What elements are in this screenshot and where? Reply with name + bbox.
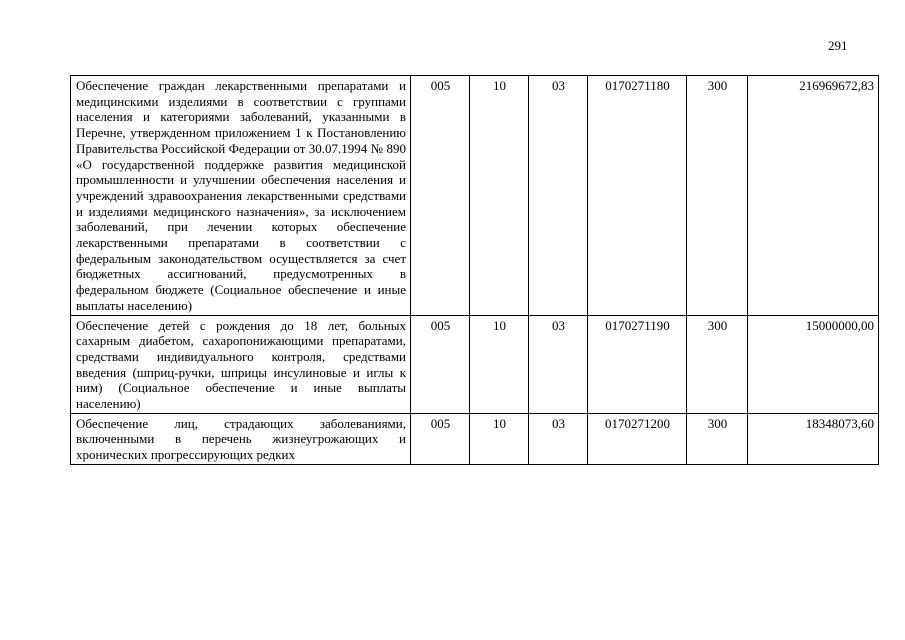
subsection-code: 03 [529, 76, 588, 316]
target-article-code: 0170271200 [588, 413, 687, 464]
section-code: 10 [470, 413, 529, 464]
row-description-cell [71, 413, 411, 464]
row-description: Обеспечение граждан лекарственными препаратами и медицинскими изделиями в соответствии с группами населения и категориями заболеваний, указанными в Перечне, утвержденном приложением 1 к Постановлению Правительства Российской Федерации от 30.07.1994 № 890 «О государственной поддержке развития медицинской промышленности и улучшении обеспечения населения и учреждений здравоохранения лекарственными средствами и изделиями медицинского назначения», за исключением заболеваний, при лечении которых обеспечение лекарственными препаратами в соответствии с федеральным законодательством осуществляется за счет бюджетных ассигнований, предусмотренных в федеральном бюджете (Социальное обеспечение и иные выплаты населению) [71, 76, 411, 316]
ministry-code: 005 [411, 315, 470, 413]
target-article-code: 0170271180 [588, 76, 687, 316]
table-row [71, 76, 879, 316]
amount: 216969672,83 [748, 76, 879, 316]
table-row [71, 315, 879, 413]
expense-type-code: 300 [687, 315, 748, 413]
ministry-code: 005 [411, 76, 470, 316]
section-code: 10 [470, 76, 529, 316]
row-description: Обеспечение лиц, страдающих заболеваниями, включенными в перечень жизнеугрожающих и хронических прогрессирующих редких [76, 415, 406, 463]
row-description: Обеспечение детей с рождения до 18 лет, больных сахарным диабетом, сахаропонижающими препаратами, средствами индивидуального контроля, средствами введения (шприц-ручки, шприцы инсулиновые и иглы к ним) (Социальное обеспечение и иные выплаты населению) [71, 315, 411, 413]
table-row [71, 413, 879, 464]
budget-table [70, 75, 879, 465]
subsection-code: 03 [529, 413, 588, 464]
subsection-code: 03 [529, 315, 588, 413]
amount: 18348073,60 [748, 413, 879, 464]
section-code: 10 [470, 315, 529, 413]
page-number: 291 [828, 38, 848, 53]
ministry-code: 005 [411, 413, 470, 464]
expense-type-code: 300 [687, 76, 748, 316]
amount: 15000000,00 [748, 315, 879, 413]
target-article-code: 0170271190 [588, 315, 687, 413]
expense-type-code: 300 [687, 413, 748, 464]
